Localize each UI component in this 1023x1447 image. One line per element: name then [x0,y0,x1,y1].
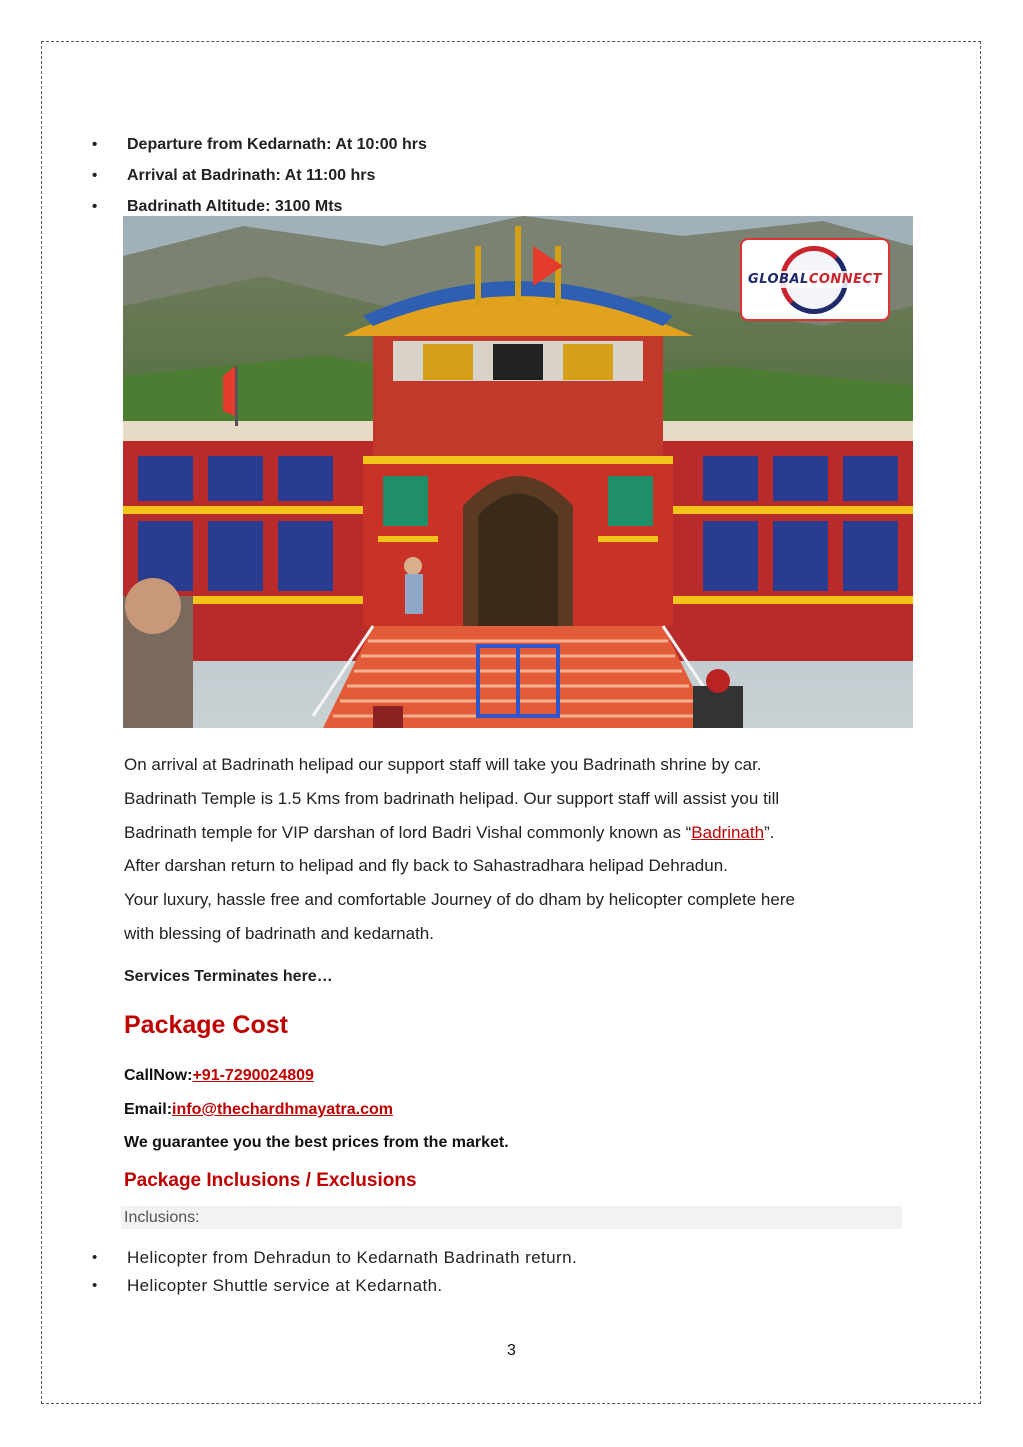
list-item: • Departure from Kedarnath: At 10:00 hrs [90,133,427,164]
phone-link[interactable]: +91-7290024809 [192,1067,314,1084]
call-now-label: CallNow: [124,1067,193,1084]
paragraph-line [124,816,900,850]
services-terminates-text: Services Terminates here… [124,968,333,985]
journey-paragraph [124,884,900,952]
email-link[interactable]: info@thechardhmayatra.com [172,1101,393,1118]
badrinath-link[interactable]: Badrinath [691,823,765,842]
package-cost-heading: Package Cost [124,1011,288,1039]
paragraph-line: Your luxury, hassle free and comfortable Journey of do dham by helicopter complete here [124,890,795,909]
call-now-line [124,1067,314,1085]
paragraph-text: Badrinath temple for VIP darshan of lord Badri Vishal commonly known as “ [124,823,692,842]
paragraph-line: On arrival at Badrinath helipad our support staff will take you Badrinath shrine by car. [124,755,762,774]
badrinath-temple-photo [123,216,913,728]
paragraph-line: After darshan return to helipad and fly back to Sahastradhara helipad Dehradun. [124,856,728,875]
paragraph-text: ”. [764,823,775,842]
logo-text [746,271,884,288]
list-item: • Badrinath Altitude: 3100 Mts [90,195,427,226]
list-item: • Arrival at Badrinath: At 11:00 hrs [90,164,427,195]
email-label: Email: [124,1101,173,1118]
globalconnect-logo [740,238,890,321]
inclusions-label: Inclusions: [121,1206,902,1229]
inclusions-list [90,1245,577,1301]
list-item: • Helicopter from Dehradun to Kedarnath Badrinath return. [90,1245,577,1273]
arrival-paragraph [124,748,900,882]
inclusions-exclusions-heading: Package Inclusions / Exclusions [124,1170,417,1191]
flight-details-list [90,133,427,226]
page-number: 3 [507,1342,516,1359]
email-line [124,1101,393,1119]
paragraph-line: Badrinath Temple is 1.5 Kms from badrinath helipad. Our support staff will assist you till [124,789,780,808]
logo-text-connect: CONNECT [808,272,882,287]
list-item: • Helicopter Shuttle service at Kedarnath. [90,1273,577,1301]
price-guarantee-text: We guarantee you the best prices from the market. [124,1134,509,1151]
paragraph-line: with blessing of badrinath and kedarnath. [124,924,434,943]
logo-text-global: GLOBAL [748,272,809,287]
